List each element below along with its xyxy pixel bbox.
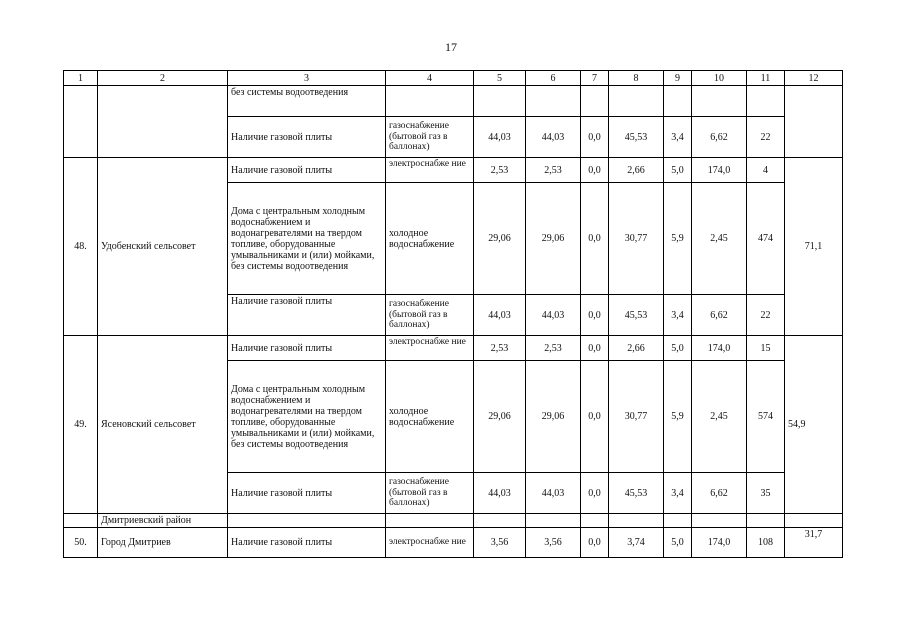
value-cell: 0,0 — [581, 336, 609, 361]
row-number: 49. — [64, 336, 98, 514]
column-header: 3 — [228, 71, 386, 86]
value-cell: 44,03 — [526, 295, 581, 336]
column-header: 1 — [64, 71, 98, 86]
value-cell: 29,06 — [474, 361, 526, 473]
column-header: 5 — [474, 71, 526, 86]
settlement-name: Город Дмитриев — [98, 528, 228, 558]
value-cell: 3,4 — [664, 117, 692, 158]
value-cell: 22 — [747, 117, 785, 158]
district-name: Дмитриевский район — [98, 514, 228, 528]
value-cell: 5,0 — [664, 528, 692, 558]
value-cell: 0,0 — [581, 117, 609, 158]
value-cell: 5,0 — [664, 158, 692, 183]
total-cell: 54,9 — [785, 336, 843, 514]
utility-type-cell: электроснабже ние — [386, 158, 474, 183]
housing-type-cell: Наличие газовой плиты — [228, 295, 386, 336]
value-cell: 2,45 — [692, 183, 747, 295]
housing-type-cell: Наличие газовой плиты — [228, 117, 386, 158]
value-cell: 574 — [747, 361, 785, 473]
row-number: 48. — [64, 158, 98, 336]
value-cell: 0,0 — [581, 183, 609, 295]
value-cell: 0,0 — [581, 473, 609, 514]
housing-type-cell: Наличие газовой плиты — [228, 336, 386, 361]
value-cell: 44,03 — [526, 473, 581, 514]
value-cell: 45,53 — [609, 473, 664, 514]
housing-type-cell: Дома с центральным холодным водоснабжением и водонагревателями на твердом топливе, оборудованные умывальниками и (или) мойками, без системы водоотведения — [228, 183, 386, 295]
value-cell: 0,0 — [581, 158, 609, 183]
column-header: 12 — [785, 71, 843, 86]
value-cell: 30,77 — [609, 183, 664, 295]
housing-type-cell: Наличие газовой плиты — [228, 158, 386, 183]
value-cell: 22 — [747, 295, 785, 336]
utility-type-cell: электроснабже ние — [386, 336, 474, 361]
value-cell: 3,56 — [526, 528, 581, 558]
value-cell: 35 — [747, 473, 785, 514]
housing-type-cell: без системы водоотведения — [228, 86, 386, 117]
value-cell: 2,53 — [526, 158, 581, 183]
table-row — [64, 336, 843, 361]
row-number: 50. — [64, 528, 98, 558]
page-number: 17 — [445, 40, 457, 54]
value-cell: 6,62 — [692, 117, 747, 158]
value-cell: 174,0 — [692, 158, 747, 183]
value-cell: 2,53 — [474, 336, 526, 361]
housing-type-cell: Наличие газовой плиты — [228, 473, 386, 514]
column-header: 4 — [386, 71, 474, 86]
value-cell: 29,06 — [526, 361, 581, 473]
settlement-name: Удобенский сельсовет — [98, 158, 228, 336]
value-cell: 29,06 — [526, 183, 581, 295]
settlement-name: Ясеновский сельсовет — [98, 336, 228, 514]
value-cell: 0,0 — [581, 295, 609, 336]
value-cell: 3,4 — [664, 295, 692, 336]
value-cell: 4 — [747, 158, 785, 183]
value-cell: 3,74 — [609, 528, 664, 558]
value-cell: 44,03 — [474, 117, 526, 158]
utility-type-cell: холодное водоснабжение — [386, 183, 474, 295]
value-cell: 15 — [747, 336, 785, 361]
value-cell: 108 — [747, 528, 785, 558]
total-cell: 71,1 — [785, 158, 843, 336]
total-cell: 31,7 — [785, 528, 843, 558]
value-cell: 6,62 — [692, 473, 747, 514]
value-cell: 174,0 — [692, 336, 747, 361]
tariff-table — [63, 70, 843, 558]
value-cell: 5,9 — [664, 361, 692, 473]
value-cell: 474 — [747, 183, 785, 295]
value-cell: 45,53 — [609, 117, 664, 158]
value-cell: 30,77 — [609, 361, 664, 473]
utility-type-cell: электроснабже ние — [386, 528, 474, 558]
housing-type-cell: Наличие газовой плиты — [228, 528, 386, 558]
value-cell: 2,53 — [526, 336, 581, 361]
column-header: 2 — [98, 71, 228, 86]
value-cell: 44,03 — [526, 117, 581, 158]
column-header: 6 — [526, 71, 581, 86]
value-cell: 0,0 — [581, 361, 609, 473]
value-cell: 2,66 — [609, 336, 664, 361]
housing-type-cell: Дома с центральным холодным водоснабжением и водонагревателями на твердом топливе, оборудованные умывальниками и (или) мойками, без системы водоотведения — [228, 361, 386, 473]
header-row — [64, 71, 843, 86]
value-cell: 2,53 — [474, 158, 526, 183]
utility-type-cell: холодное водоснабжение — [386, 361, 474, 473]
value-cell: 44,03 — [474, 295, 526, 336]
value-cell: 6,62 — [692, 295, 747, 336]
value-cell: 0,0 — [581, 528, 609, 558]
column-header: 7 — [581, 71, 609, 86]
column-header: 8 — [609, 71, 664, 86]
table-row — [64, 86, 843, 117]
value-cell: 5,0 — [664, 336, 692, 361]
table-row — [64, 158, 843, 183]
table-row — [64, 528, 843, 558]
value-cell: 45,53 — [609, 295, 664, 336]
utility-type-cell: газоснабжение (бытовой газ в баллонах) — [386, 473, 474, 514]
utility-type-cell: газоснабжение (бытовой газ в баллонах) — [386, 117, 474, 158]
value-cell: 174,0 — [692, 528, 747, 558]
district-row — [64, 514, 843, 528]
utility-type-cell: газоснабжение (бытовой газ в баллонах) — [386, 295, 474, 336]
value-cell: 44,03 — [474, 473, 526, 514]
column-header: 10 — [692, 71, 747, 86]
column-header: 9 — [664, 71, 692, 86]
value-cell: 2,45 — [692, 361, 747, 473]
value-cell: 29,06 — [474, 183, 526, 295]
column-header: 11 — [747, 71, 785, 86]
value-cell: 5,9 — [664, 183, 692, 295]
value-cell: 2,66 — [609, 158, 664, 183]
value-cell: 3,4 — [664, 473, 692, 514]
value-cell: 3,56 — [474, 528, 526, 558]
